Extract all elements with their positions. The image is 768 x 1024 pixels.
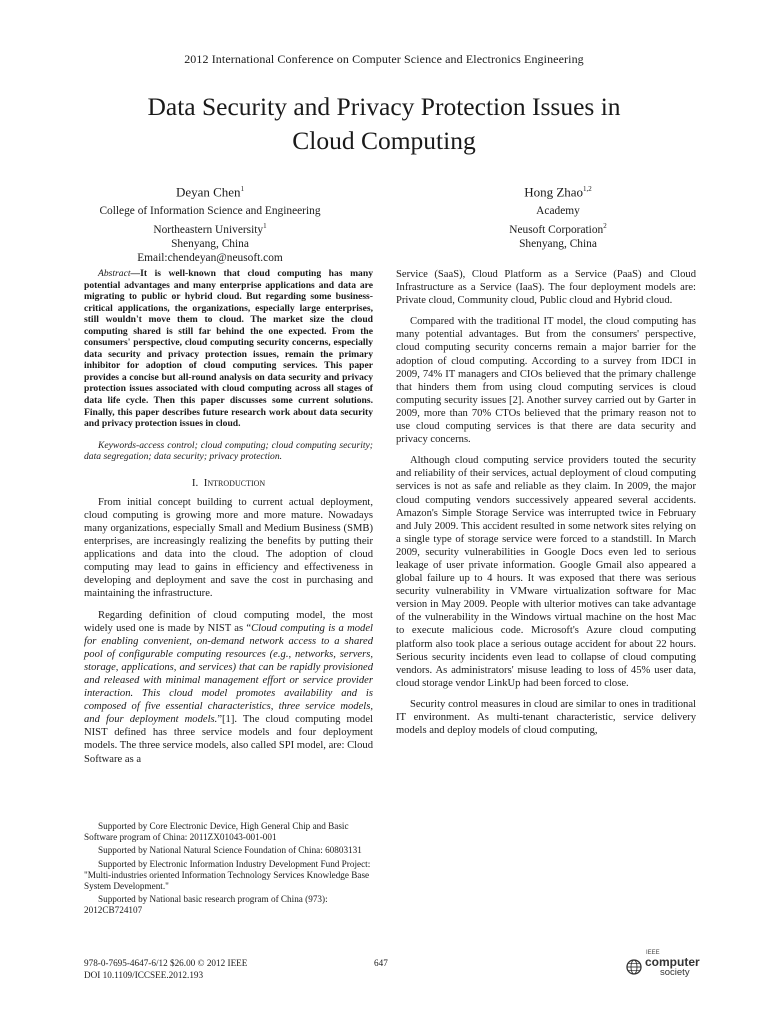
conference-header: 2012 International Conference on Computer Science and Electronics Engineering xyxy=(184,52,584,66)
body-paragraph: Compared with the traditional IT model, the cloud computing has many potential advantages. But from the consumers' perspective, cloud computing security concerns remain a major barrier for the adoption of cloud computing. According to a survey from IDCI in 2009, 74% IT managers and CIOs believed that the primary challenge that hinders them from using cloud computing services is cloud computing security issues [2]. Another survey carried out by Garter in 2009, more than 70% CTOs believed that the primary reason not to use cloud computing services is that there are data security and privacy concerns. xyxy=(396,316,696,446)
author-affiliation: Northeastern University$^1$ xyxy=(153,221,267,236)
logo-computer-text: computer xyxy=(645,955,700,969)
intro-paragraph-2: Regarding definition of cloud computing model, the most widely used one is made by NIST as “Cloud computing is a model for enabling convenient, on-demand network access to a shared pool of configurable computing resources (e.g., networks, servers, storage, applications, and services) that can be rapidly provisioned and released with minimal management effort or service provider interaction. This cloud model promotes availability and is composed of five essential characteristics, three service models, and four deployment models.”[1]. The cloud computing model NIST defined has three service models and four deployment models. The three service models, also called SPI model, are: Cloud Software as a xyxy=(84,609,374,765)
author-name: Hong Zhao$^{1,2}$ xyxy=(524,184,592,200)
title-line-1: Data Security and Privacy Protection Issues in xyxy=(147,92,621,121)
logo-society-text: society xyxy=(660,967,690,978)
author-affiliation: College of Information Science and Engineering xyxy=(99,205,321,218)
author-affiliation: Academy xyxy=(536,205,580,218)
footnote: Supported by Core Electronic Device, High General Chip and Basic Software program of China: 2011ZX01043-001-001 xyxy=(84,821,349,843)
footnote: Supported by National basic research program of China (973): 2012CB724107 xyxy=(84,894,328,916)
doi-line: DOI 10.1109/ICCSEE.2012.193 xyxy=(84,969,204,980)
paper-title xyxy=(60,90,708,158)
ieee-computer-society-logo xyxy=(626,950,706,982)
abstract: Abstract—It is well-known that cloud computing has many potential advantages and many enterprise applications and data are migrating to public or hybrid cloud. But regarding some business-critical applications, the organizations, especially large enterprises, still wouldn't move them to cloud. The market size the cloud computing shared is still far behind the one expected. From the consumers' perspective, cloud computing security concerns, especially data security and privacy protection issues, remain the primary inhibitor for adoption of cloud computing services. This paper provides a concise but all-round analysis on data security and privacy protection issues associated with cloud computing across all stages of data life cycle. Then this paper discusses some current solutions. Finally, this paper describes future research work about data security and privacy protection issues in cloud. xyxy=(84,268,373,430)
globe-icon xyxy=(626,959,642,975)
body-paragraph: Although cloud computing service providers touted the security and reliability of their services, actual deployment of cloud computing services is not as safe and reliable as they claim. In 2009, the major cloud computing vendors successively appeared several accidents. Amazon's Simple Storage Service was interrupted twice in February and July 2009. This accident resulted in some network sites relying on a single type of storage service were forced to a standstill. In March 2009, security vulnerabilities in Google Docs even led to serious leakage of user private information. Google Gmail also appeared a global failure up to 4 hours. It was exposed that there was serious security vulnerability in VMware virtualization software for Mac version in May 2009. People with ulterior motives can take advantage of the vulnerability in the Windows virtual machine on the host Mac to execute malicious code. Microsoft's Azure cloud computing platform also took place a serious outage accident for about 22 hours. Serious security incidents even lead to collapse of cloud computing vendors. As administrators' misuse leading to loss of 45% user data, cloud storage vendor LinkUp had been forced to close. xyxy=(396,455,696,689)
footnote: Supported by Electronic Information Industry Development Fund Project: "Multi-industries oriented Information Technology Services Knowledge Base System Development." xyxy=(84,858,371,892)
intro-paragraph-1: From initial concept building to current actual deployment, cloud computing is growing more and more mature. Nowadays many organizations, especially Small and Medium Business (SMB) enterprises, are increasingly realizing the benefits by putting their applications and data into the cloud. The adoption of cloud computing may lead to gains in efficiency and effectiveness in developing and deployment and save the cost in purchasing and maintaining the infrastructure. xyxy=(84,496,373,600)
footnotes xyxy=(84,821,373,919)
author-location: Shenyang, China xyxy=(519,237,597,250)
author-block-2 xyxy=(416,181,700,251)
author-affiliation: Neusoft Corporation$^2$ xyxy=(509,221,607,236)
author-name: Deyan Chen$^1$ xyxy=(175,184,245,200)
author-block-1 xyxy=(60,181,360,266)
author-email[interactable]: Email:chendeyan@neusoft.com xyxy=(137,252,283,265)
title-line-2: Cloud Computing xyxy=(292,126,476,155)
left-column xyxy=(84,268,373,766)
logo-ieee-text: IEEE xyxy=(646,950,660,956)
keywords: Keywords-access control; cloud computing; cloud computing security; data segregation; data security; privacy protection. xyxy=(84,439,373,463)
section-heading-introduction: I. Introduction xyxy=(191,476,266,489)
copyright-info xyxy=(84,958,247,981)
body-paragraph: Service (SaaS), Cloud Platform as a Service (PaaS) and Cloud Infrastructure as a Service (IaaS). The four deployment models are: Private cloud, Community cloud, Public cloud and Hybrid cloud. xyxy=(396,269,696,307)
body-paragraph: Security control measures in cloud are similar to ones in traditional IT environment. As multi-tenant characteristic, service delivery models and deploy models of cloud computing, xyxy=(396,698,696,737)
author-location: Shenyang, China xyxy=(171,237,249,250)
isbn-line: 978-0-7695-4647-6/12 $26.00 © 2012 IEEE xyxy=(84,958,248,968)
footnote: Supported by National Natural Science Foundation of China: 60803131 xyxy=(98,845,362,856)
right-column xyxy=(396,268,696,737)
page-number: 647 xyxy=(374,958,388,968)
